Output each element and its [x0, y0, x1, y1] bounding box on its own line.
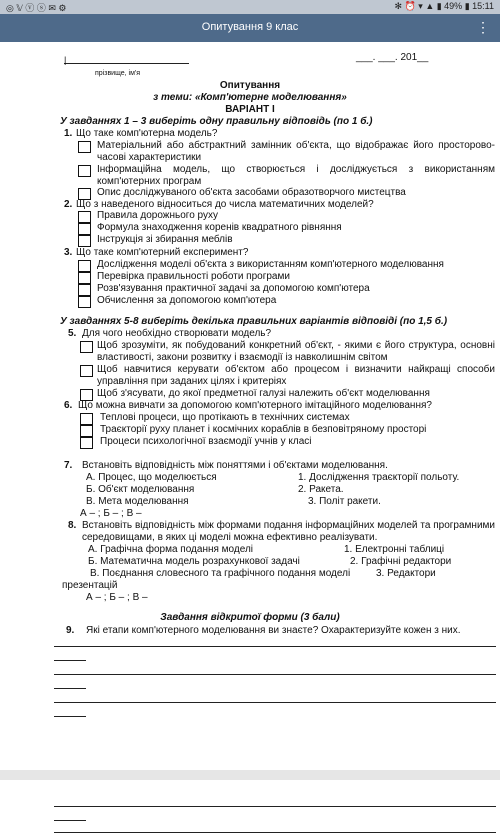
q1-option-2: Інформаційна модель, що створюється і досліджується з використанням комп'ютерних програм — [97, 164, 495, 187]
q2-option-1: Правила дорожнього руху — [97, 210, 218, 221]
q5-option-3: Щоб з'ясувати, до якої предметної галузі належить об'єкт моделювання — [97, 388, 430, 399]
answer-line[interactable] — [54, 674, 496, 675]
q7-right-1: 1. Дослідження траєкторії польоту. — [298, 472, 460, 483]
q5-label: 5. — [68, 328, 77, 339]
answer-line[interactable] — [54, 820, 86, 821]
q2-option-3: Інструкція зі збирання меблів — [97, 234, 233, 245]
q3-option-3: Розв'язування практичної задачі за допомогою комп'ютера — [97, 283, 370, 294]
q3-option-4-checkbox[interactable] — [78, 296, 91, 308]
system-status: ✻ ⏰ ▾ ▲ ▮ 49% ▮ 15:11 — [394, 1, 494, 11]
q1-option-3: Опис досліджуваного об'єкта засобами образотворчого мистецтва — [97, 187, 406, 198]
variant-title: ВАРІАНТ І — [225, 104, 275, 115]
q7-left-b: Б. Об'єкт моделювання — [86, 484, 195, 495]
q3-label: 3. — [64, 247, 73, 258]
q2-text: Що з наведеного відноситься до числа математичних моделей? — [76, 199, 374, 210]
section1-instruction: У завданнях 1 – 3 виберіть одну правильну відповідь (по 1 б.) — [60, 116, 373, 127]
name-caption: прізвище, ім'я — [95, 70, 141, 77]
q6-label: 6. — [64, 400, 73, 411]
answer-line[interactable] — [54, 716, 86, 717]
q7-answer: А – ; Б – ; В – — [80, 508, 142, 519]
q8-answer: А – ; Б – ; В – — [86, 592, 148, 603]
q1-text: Що таке комп'ютерна модель? — [76, 128, 218, 139]
app-title: Опитування 9 клас — [201, 21, 299, 33]
q6-option-2: Траєкторії руху планет і космічних кораблів в безповітряному просторі — [100, 424, 427, 435]
notification-icons: ◎ 𝕍 ⓥ ⓢ ✉ ⚙ — [6, 3, 67, 13]
q8-right-1: 1. Електронні таблиці — [344, 544, 445, 555]
q7-left-c: В. Мета моделювання — [86, 496, 189, 507]
q2-option-1-checkbox[interactable] — [78, 211, 91, 223]
q5-option-2: Щоб навчитися керувати об'єктом або процесом і визначити найкращі способи управління при заданих цілях і критеріях — [97, 364, 495, 387]
q2-option-2: Формула знаходження коренів квадратного рівняння — [97, 222, 342, 233]
q6-option-1: Теплові процеси, що протікають в технічних системах — [100, 412, 350, 423]
q8-left-c: В. Поєднання словесного та графічного подання моделі — [90, 568, 351, 579]
q9-text: Які етапи комп'ютерного моделювання ви знаєте? Охарактеризуйте кожен з них. — [86, 625, 461, 636]
q2-option-3-checkbox[interactable] — [78, 235, 91, 247]
topic-title: з теми: «Комп'ютерне моделювання» — [153, 92, 347, 103]
q3-text: Що таке комп'ютерний експеримент? — [76, 247, 249, 258]
name-line — [64, 63, 189, 64]
q6-option-1-checkbox[interactable] — [80, 413, 93, 425]
q3-option-3-checkbox[interactable] — [78, 284, 91, 296]
q7-text: Встановіть відповідність між поняттями і об'єктами моделювання. — [82, 460, 388, 471]
answer-line[interactable] — [54, 646, 496, 647]
q5-option-2-checkbox[interactable] — [80, 365, 93, 377]
q8-right-3: 3. Редактори — [376, 568, 436, 579]
q2-label: 2. — [64, 199, 73, 210]
page-title: Опитування — [219, 80, 281, 91]
q6-text: Що можна вивчати за допомогою комп'ютерного імітаційного моделювання? — [78, 400, 432, 411]
app-bar — [0, 14, 500, 42]
section3-title: Завдання відкритої форми (3 бали) — [160, 612, 340, 623]
q5-text: Для чого необхідно створювати модель? — [82, 328, 272, 339]
q6-option-2-checkbox[interactable] — [80, 425, 93, 437]
section2-instruction: У завданнях 5-8 виберіть декілька правильних варіантів відповіді (по 1,5 б.) — [60, 316, 448, 327]
q1-option-1-checkbox[interactable] — [78, 141, 91, 153]
q3-option-2: Перевірка правильності роботи програми — [97, 271, 290, 282]
more-vert-icon[interactable]: ⋮ — [476, 19, 490, 35]
q8-label: 8. — [68, 520, 77, 531]
q5-option-1-checkbox[interactable] — [80, 341, 93, 353]
status-bar — [0, 0, 500, 14]
q1-option-2-checkbox[interactable] — [78, 165, 91, 177]
q7-right-3: 3. Політ ракети. — [308, 496, 381, 507]
q3-option-4: Обчислення за допомогою комп'ютера — [97, 295, 277, 306]
answer-line[interactable] — [54, 806, 496, 807]
answer-line[interactable] — [54, 702, 496, 703]
q7-left-a: А. Процес, що моделюється — [86, 472, 217, 483]
q5-option-1: Щоб зрозуміти, як побудований конкретний об'єкт, - якими є його структура, основні властивості, закони розвитку і взаємодії із навколишнім світом — [97, 340, 495, 363]
q7-right-2: 2. Ракета. — [298, 484, 344, 495]
worksheet-page-2 — [0, 780, 500, 835]
q8-text: Встановіть відповідність між формами подання інформаційних моделей та програмними середовищами, в яких ці моделі можна ефективно реалізувати. — [82, 520, 495, 543]
q8-left-b: Б. Математична модель розрахункової задачі — [88, 556, 300, 567]
q8-right-3-tail: презентацій — [62, 580, 118, 591]
q8-left-a: А. Графічна форма подання моделі — [88, 544, 254, 555]
q1-option-1: Матеріальний або абстрактний замінник об'єкта, що відображає його просторово-часові характеристики — [97, 140, 495, 163]
q8-right-2: 2. Графічні редактори — [350, 556, 452, 567]
q7-label: 7. — [64, 460, 73, 471]
q9-label: 9. — [66, 625, 75, 636]
q3-option-1: Дослідження моделі об'єкта з використанням комп'ютерного моделювання — [97, 259, 444, 270]
date-field: ___. ___. 201__ — [356, 52, 429, 63]
q3-option-2-checkbox[interactable] — [78, 272, 91, 284]
q6-option-3-checkbox[interactable] — [80, 437, 93, 449]
answer-line[interactable] — [54, 688, 86, 689]
worksheet-page: | ___. ___. 201__ прізвище, ім'я Опитування з теми: «Комп'ютерне моделювання» ВАРІАНТ І У завданнях 1 – 3 виберіть одну правильну відповідь (по 1 б.) 1. Що таке комп'ютерна модель? Матеріальний або абстрактний замінник об'єкта, що відображає його просторово-часові характеристики Інформаційна модель, що створюється і досліджується з використанням комп'ютерних програм Опис досліджуваного об'єкта засобами образотворчого мистецтва 2. Що з наведеного відноситься до числа математичних моделей? Правила дорожнього руху Формула знаходження коренів квадратного рівняння Інструкція зі збирання меблів 3. Що таке комп'ютерний експеримент? Дослідження моделі об'єкта з використанням комп'ютерного моделювання Перевірка правильності роботи програми Розв'язування практичної задачі за допомогою комп'ютера Обчислення за допомогою комп'ютера У завданнях 5-8 виберіть декілька правильних варіантів відповіді (по 1,5 б.) 5. Для чого необхідно створювати модель? Щоб зрозуміти, як побудований конкретний об'єкт, - якими є його структура, основні властивості, закони розвитку і взаємодії із навколишнім світом Щоб навчитися керувати об'єктом або процесом і визначити найкращі способи управління при заданих цілях і критеріях Щоб з'ясувати, до якої предметної галузі належить об'єкт моделювання 6. Що можна вивчати за допомогою комп'ютерного імітаційного моделювання? Теплові процеси, що протікають в технічних системах Траєкторії руху планет і космічних кораблів в безповітряному просторі Процеси психологічної взаємодії учнів у класі 7. Встановіть відповідність між поняттями і об'єктами моделювання. А. Процес, що моделюється Б. Об'єкт моделювання В. Мета моделювання 1. Дослідження траєкторії польоту. 2. Ракета. 3. Політ ракети. А – ; Б – ; В – 8. Встановіть відповідність між формами подання інформаційних моделей та програмними середовищами, в яких ці моделі можна ефективно реалізувати. А. Графічна форма подання моделі Б. Математична модель розрахункової задачі В. Поєднання словесного та графічного подання моделі 1. Електронні таблиці 2. Графічні редактори 3. Редактори презентацій А – ; Б – ; В – Завдання відкритої форми (3 бали) 9. Які етапи комп'ютерного моделювання ви знаєте? Охарактеризуйте кожен з них. — [0, 42, 500, 770]
q2-option-2-checkbox[interactable] — [78, 223, 91, 235]
q1-label: 1. — [64, 128, 73, 139]
q6-option-3: Процеси психологічної взаємодії учнів у класі — [100, 436, 312, 447]
answer-line[interactable] — [54, 660, 86, 661]
answer-line[interactable] — [54, 832, 496, 833]
q3-option-1-checkbox[interactable] — [78, 260, 91, 272]
page-separator — [0, 770, 500, 780]
